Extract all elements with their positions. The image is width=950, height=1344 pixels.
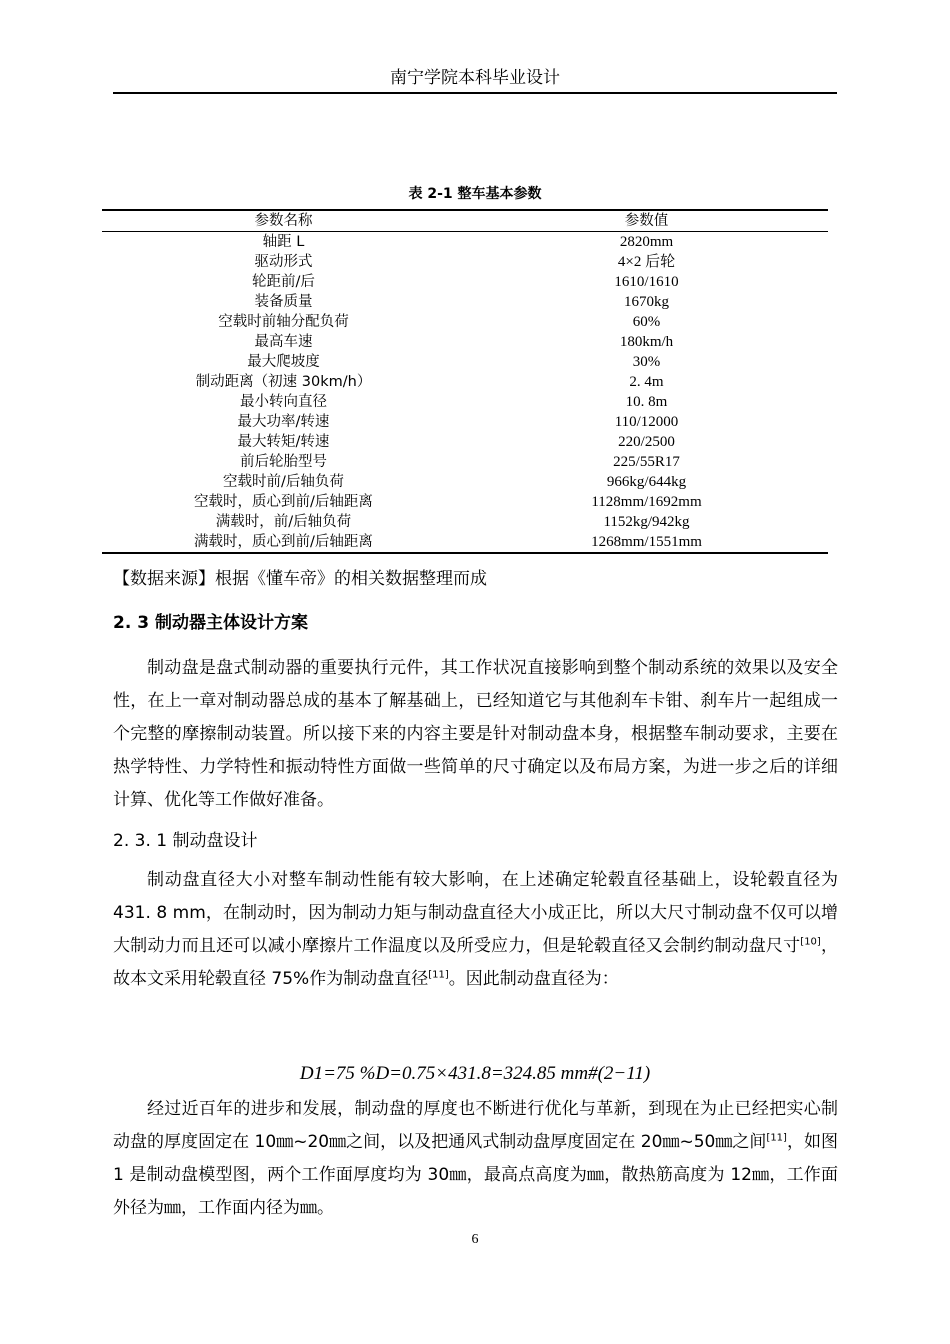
table-row [102, 452, 828, 472]
table-row [102, 472, 828, 492]
parameter-value: 1268mm/1551mm [591, 534, 702, 550]
paragraph-disc-thickness [113, 1093, 838, 1225]
parameter-value: 110/12000 [614, 414, 679, 430]
parameter-name: 制动距离（初速 30km/h） [195, 374, 372, 390]
parameter-name: 空载时前/后轴负荷 [223, 474, 344, 490]
citation: [11] [766, 1132, 787, 1144]
table-header-row [102, 211, 828, 232]
data-source-note: 【数据来源】根据《懂车帝》的相关数据整理而成 [113, 569, 487, 589]
parameter-value: 1670kg [624, 294, 669, 310]
table-row [102, 492, 828, 512]
parameter-name: 满载时，前/后轴负荷 [215, 514, 352, 530]
table-row [102, 412, 828, 432]
parameter-name: 轮距前/后 [252, 274, 315, 290]
parameter-name: 装备质量 [254, 294, 313, 310]
parameter-value: 4×2 后轮 [617, 254, 676, 270]
parameter-name: 前后轮胎型号 [240, 454, 327, 470]
paragraph-text: 制动盘直径大小对整车制动性能有较大影响，在上述确定轮毂直径基础上，设轮毂直径为 431. 8 mm，在制动时，因为制动力矩与制动盘直径大小成正比，所以大尺寸制动盘不仅可以增大制动力而且还可以减小摩擦片工作温度以及所受应力，但是轮毂直径又会制约制动盘尺寸 [113, 870, 838, 956]
table-row [102, 372, 828, 392]
subsection-title: 2. 3. 1 制动盘设计 [113, 831, 258, 851]
parameter-name: 满载时，质心到前/后轴距离 [194, 534, 373, 550]
table-row [102, 332, 828, 352]
parameter-name: 驱动形式 [254, 254, 313, 270]
parameter-name: 空载时前轴分配负荷 [218, 314, 349, 330]
table-body [102, 232, 828, 552]
table-row [102, 312, 828, 332]
paragraph-text: 。因此制动盘直径为： [448, 969, 619, 989]
parameter-value: 1128mm/1692mm [591, 494, 702, 510]
parameter-name: 最高车速 [254, 334, 313, 350]
parameter-value: 10. 8m [625, 394, 668, 410]
section-title: 2. 3 制动器主体设计方案 [113, 613, 308, 633]
citation: [11] [428, 969, 449, 981]
parameter-value: 966kg/644kg [606, 474, 687, 490]
table-row [102, 252, 828, 272]
parameter-name: 空载时，质心到前/后轴距离 [194, 494, 373, 510]
table-row [102, 392, 828, 412]
parameter-value: 1152kg/942kg [603, 514, 690, 530]
parameter-value: 220/2500 [618, 434, 675, 450]
vehicle-parameters-table [102, 209, 828, 554]
table-row [102, 432, 828, 452]
table-row [102, 272, 828, 292]
parameter-name: 最大爬坡度 [247, 354, 320, 370]
parameter-value: 1610/1610 [614, 274, 679, 290]
page-number: 6 [471, 1232, 479, 1247]
page-header: 南宁学院本科毕业设计 [113, 66, 837, 94]
column-header-value: 参数值 [624, 213, 669, 229]
paragraph-text: ，如图 1 是制动盘模型图，两个工作面厚度均为 30㎜，最高点高度为㎜，散热筋高度为 12㎜，工作面外径为㎜，工作面内径为㎜。 [113, 1132, 839, 1218]
formula-disc-diameter: D1=75 %D=0.75×431.8=324.85 mm#(2−11) [299, 1063, 651, 1084]
table-row [102, 512, 828, 532]
parameter-name: 最大功率/转速 [237, 414, 330, 430]
table-row [102, 292, 828, 312]
paragraph-disc-diameter [113, 864, 838, 996]
parameter-value: 180km/h [619, 334, 674, 350]
parameter-name: 最小转向直径 [240, 394, 327, 410]
citation: [10] [800, 936, 821, 948]
parameter-name: 轴距 L [262, 234, 305, 250]
parameter-value: 30% [632, 354, 661, 370]
parameter-value: 2820mm [619, 234, 674, 250]
parameter-value: 2. 4m [629, 374, 664, 390]
table-row [102, 352, 828, 372]
parameter-name: 最大转矩/转速 [237, 434, 330, 450]
column-header-name: 参数名称 [254, 213, 313, 229]
parameter-value: 60% [632, 314, 661, 330]
paragraph-text: 经过近百年的进步和发展，制动盘的厚度也不断进行优化与革新，到现在为止已经把实心制动盘的厚度固定在 10㎜~20㎜之间，以及把通风式制动盘厚度固定在 20㎜~50㎜之间 [113, 1099, 838, 1152]
paragraph-text: ，故本文采用轮毂直径 75%作为制动盘直径 [113, 936, 839, 989]
parameter-value: 225/55R17 [613, 454, 680, 470]
paragraph-brake-disc-intro: 制动盘是盘式制动器的重要执行元件，其工作状况直接影响到整个制动系统的效果以及安全性，在上一章对制动器总成的基本了解基础上，已经知道它与其他刹车卡钳、刹车片一起组成一个完整的摩擦制动装置。所以接下来的内容主要是针对制动盘本身，根据整车制动要求，主要在热学特性、力学特性和振动特性方面做一些简单的尺寸确定以及布局方案，为进一步之后的详细计算、优化等工作做好准备。 [113, 658, 838, 810]
table-row [102, 232, 828, 252]
table-caption: 表 2-1 整车基本参数 [408, 186, 542, 202]
table-row [102, 532, 828, 552]
